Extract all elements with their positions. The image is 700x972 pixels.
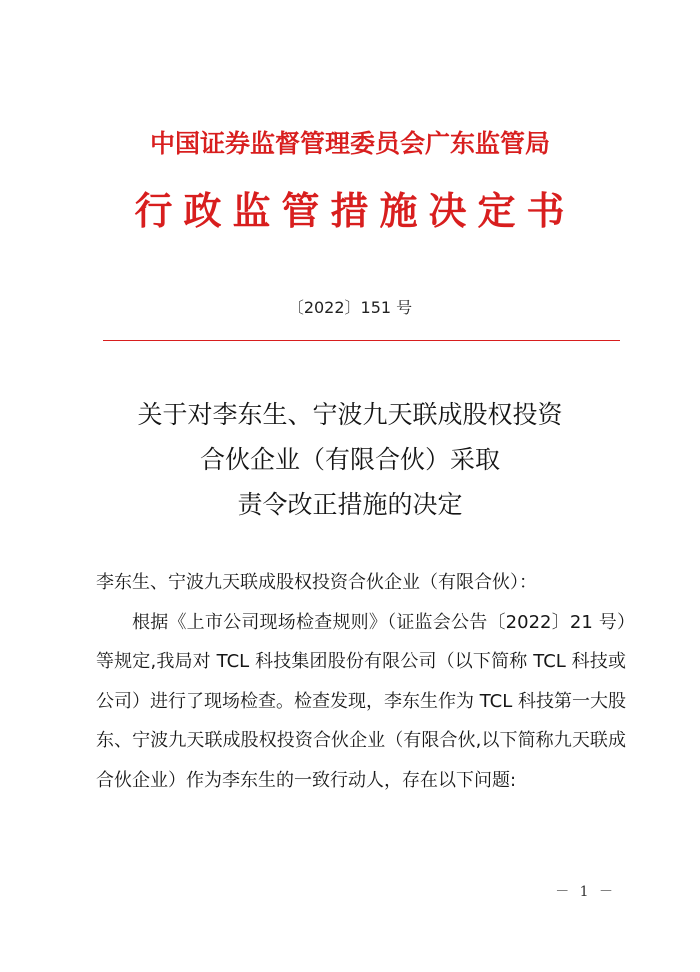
issuing-authority: 中国证券监督管理委员会广东监管局 <box>149 129 550 158</box>
document-type-heading: 行政监管措施决定书 <box>134 189 576 233</box>
decision-title-line-2: 合伙企业（有限合伙）采取 <box>199 445 500 474</box>
decision-title-line-1: 关于对李东生、宁波九天联成股权投资 <box>137 400 563 429</box>
document-body <box>96 563 626 800</box>
decision-title-line-3: 责令改正措施的决定 <box>237 490 463 519</box>
decision-title <box>90 392 610 527</box>
addressee: 李东生、宁波九天联成股权投资合伙企业（有限合伙）： <box>96 572 537 593</box>
red-divider-line <box>103 340 620 341</box>
body-paragraph-1: 根据《上市公司现场检查规则》（证监会公告〔2022〕21 号）等规定,我局对 TCL 科技集团股份有限公司（以下简称 TCL 科技或公司）进行了现场检查。检查发现，李东生作为 TCL 科技第一大股东、宁波九天联成股权投资合伙企业（有限合伙,以下简称九天联成合伙企业）作为李东生的一致行动人，存在以下问题: <box>96 611 626 791</box>
document-number: 〔2022〕151 号 <box>287 298 413 317</box>
page-number: － 1 － <box>555 884 616 900</box>
